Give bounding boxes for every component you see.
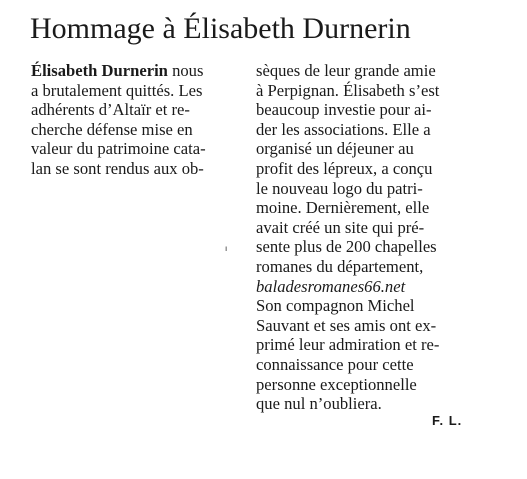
article-line: cherche défense mise en [31, 119, 193, 139]
article-line: personne exceptionnelle [256, 374, 417, 394]
article-line: sèques de leur grande amie [256, 61, 436, 80]
article-line [31, 61, 243, 81]
article-line: adhérents d’Altaïr et re- [31, 100, 190, 120]
article-line: connaissance pour cette [256, 354, 414, 374]
article-line: à Perpignan. Élisabeth s’est [256, 80, 440, 100]
article-column-right [256, 61, 466, 414]
article-text: nous [167, 61, 204, 80]
article-line: Sauvant et ses amis ont ex- [256, 315, 437, 335]
article-line: der les associations. Elle a [256, 119, 431, 139]
article-line: sente plus de 200 chapelles [256, 237, 437, 257]
article-line: valeur du patrimoine cata- [31, 139, 206, 159]
article-line: primé leur admiration et re- [256, 335, 440, 355]
article-line: organisé un déjeuner au [256, 139, 414, 159]
article-line: Son compagnon Michel [256, 296, 415, 316]
article-line: le nouveau logo du patri- [256, 178, 423, 198]
subject-name: Élisabeth Durnerin [31, 61, 168, 80]
article-line: lan se sont rendus aux ob- [31, 158, 204, 178]
article-column-left [31, 61, 243, 179]
article-line: romanes du département, [256, 256, 424, 276]
article-line: que nul n’oubliera. [256, 394, 382, 414]
author-signature: F. L. [432, 413, 463, 428]
article-line: beaucoup investie pour ai- [256, 100, 432, 120]
article-line: moine. Dernièrement, elle [256, 198, 430, 218]
article-line: profit des lépreux, a conçu [256, 158, 433, 178]
print-mark: ı [225, 244, 228, 253]
article-headline: Hommage à Élisabeth Durnerin [30, 12, 411, 45]
article-line: avait créé un site qui pré- [256, 217, 425, 237]
website-url: baladesromanes66.net [256, 276, 406, 296]
article-line: a brutalement quittés. Les [31, 80, 203, 100]
